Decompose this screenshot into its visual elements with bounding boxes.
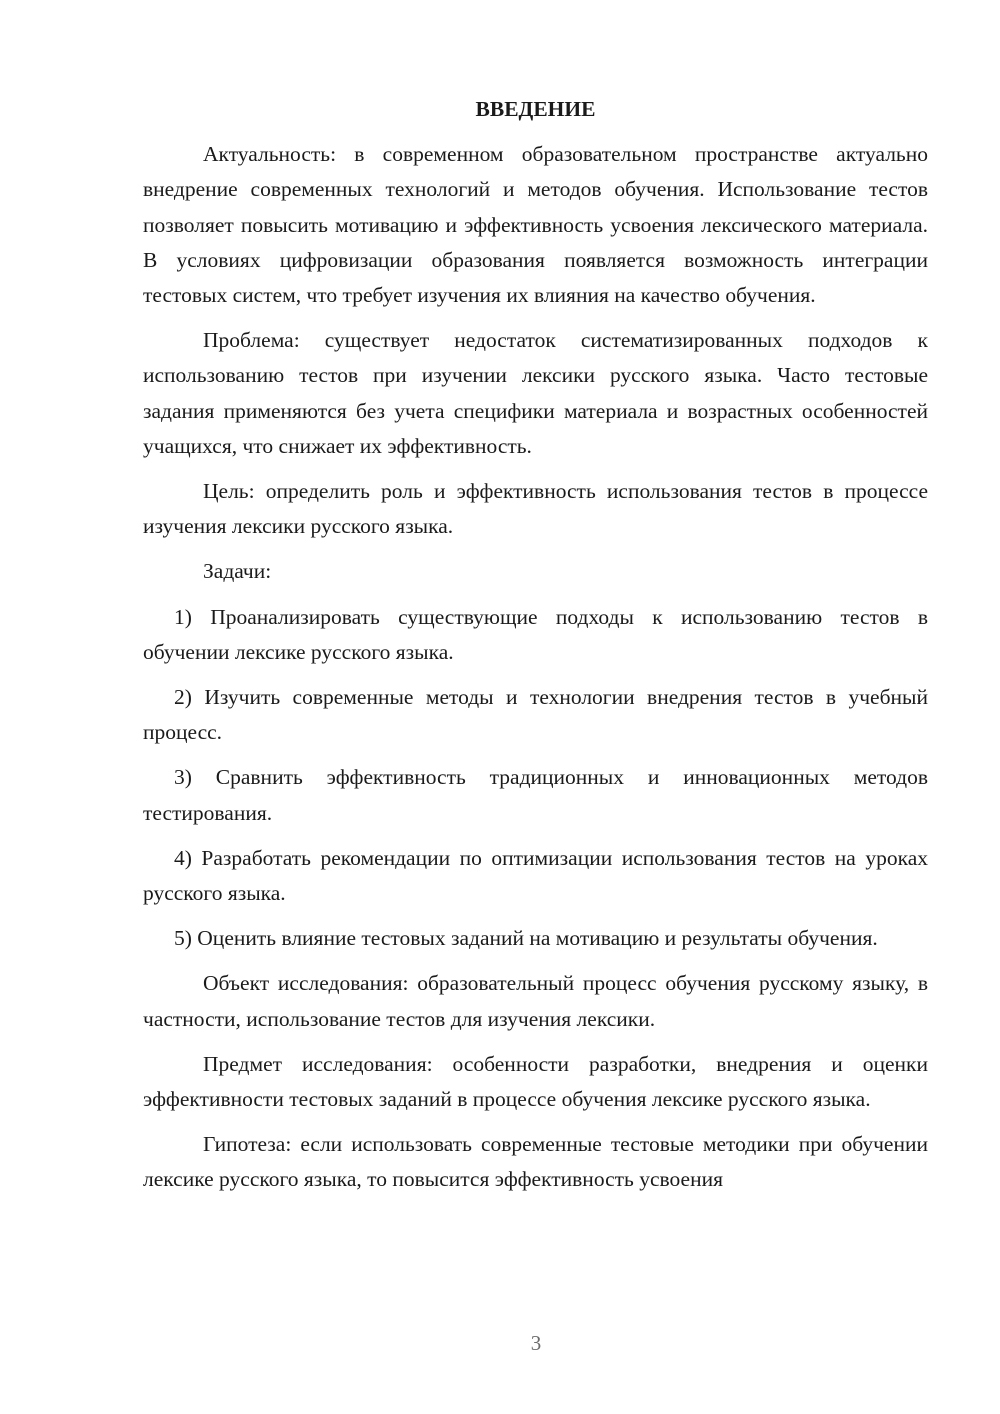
- tasks-heading: Задачи:: [203, 559, 272, 584]
- paragraph-object: Объект исследования: образовательный процесс обучения русскому языку, в частности, использование тестов для изучения лексики.: [143, 971, 928, 1031]
- paragraph-subject: Предмет исследования: особенности разработки, внедрения и оценки эффективности тестовых заданий в процессе обучения лексике русского языка.: [143, 1051, 928, 1112]
- paragraph-goal: Цель: определить роль и эффективность использования тестов в процессе изучения лексики русского языка.: [143, 479, 928, 539]
- task-item-3: 3) Сравнить эффективность традиционных и инновационных методов тестирования.: [143, 765, 928, 825]
- paragraph-relevance: Актуальность: в современном образовательном пространстве актуально внедрение современных технологий и методов обучения. Использование тестов позволяет повысить мотивацию и эффективность усвоения лексического материала. В условиях цифровизации образования появляется возможность интеграции тестовых систем, что требует изучения их влияния на качество обучения.: [143, 142, 928, 308]
- document-page: [143, 92, 928, 1208]
- task-item-2: 2) Изучить современные методы и технологии внедрения тестов в учебный процесс.: [143, 685, 928, 745]
- task-item-4: 4) Разработать рекомендации по оптимизации использования тестов на уроках русского языка.: [143, 845, 928, 906]
- task-item-5: 5) Оценить влияние тестовых заданий на мотивацию и результаты обучения.: [174, 926, 878, 951]
- page-number: 3: [530, 1331, 542, 1355]
- task-item-1: 1) Проанализировать существующие подходы к использованию тестов в обучении лексике русского языка.: [143, 604, 928, 664]
- page-title: ВВЕДЕНИЕ: [475, 97, 596, 121]
- paragraph-problem: Проблема: существует недостаток систематизированных подходов к использованию тестов при изучении лексики русского языка. Часто тестовые задания применяются без учета специфики материала и возрастных особенностей учащихся, что снижает их эффективность.: [143, 328, 928, 458]
- paragraph-hypothesis: Гипотеза: если использовать современные тестовые методики при обучении лексике русского языка, то повысится эффективность усвоения: [143, 1132, 928, 1192]
